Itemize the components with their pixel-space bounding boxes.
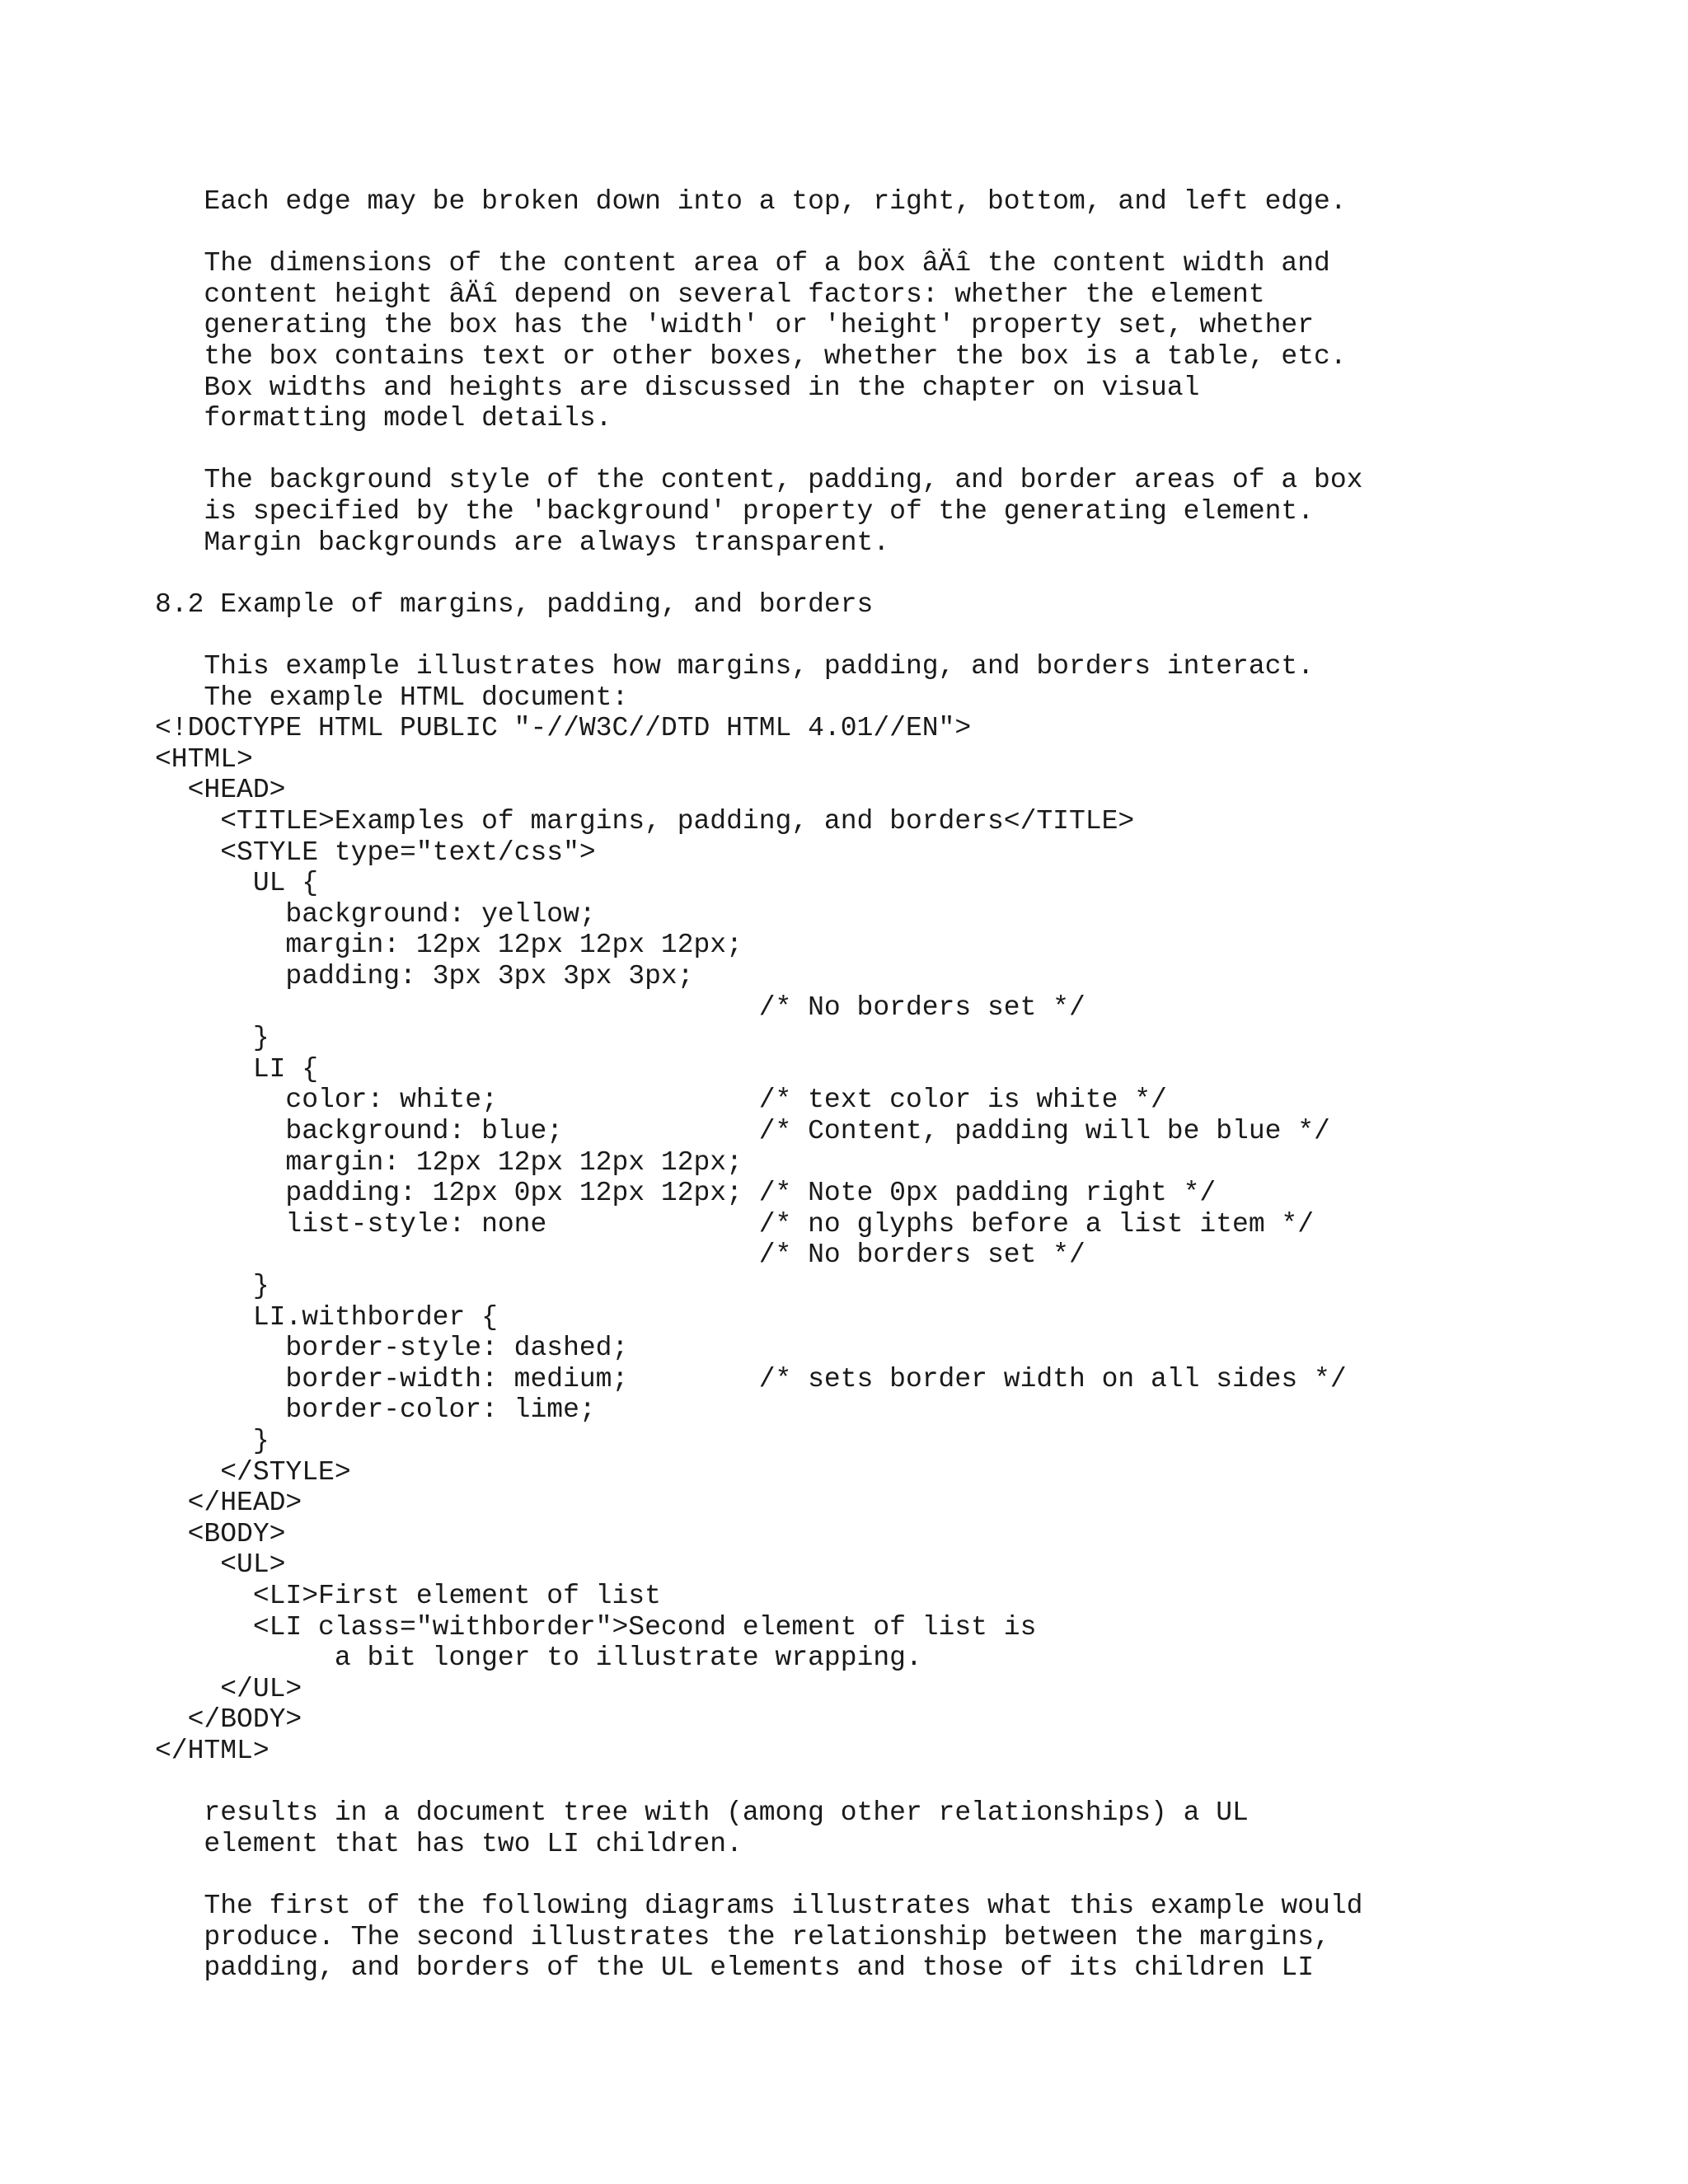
document-line: generating the box has the 'width' or 'height' property set, whether — [155, 310, 1315, 341]
document-line: border-style: dashed; — [155, 1333, 629, 1364]
document-line: <UL> — [155, 1549, 286, 1581]
document-line: This example illustrates how margins, padding, and borders interact. — [155, 651, 1315, 682]
document-line: <TITLE>Examples of margins, padding, and borders</TITLE> — [155, 806, 1135, 837]
document-line: UL { — [155, 868, 319, 899]
document-line: <HTML> — [155, 743, 253, 775]
document-line: padding: 12px 0px 12px 12px; /* Note 0px padding right */ — [155, 1178, 1217, 1209]
document-line: is specified by the 'background' property of the generating element. — [155, 496, 1315, 527]
document-line: The example HTML document: — [155, 682, 629, 713]
document-line: Box widths and heights are discussed in the chapter on visual — [155, 372, 1200, 403]
document-line: <STYLE type="text/css"> — [155, 837, 596, 868]
document-line: <!DOCTYPE HTML PUBLIC "-//W3C//DTD HTML 4.01//EN"> — [155, 713, 972, 744]
document-line: produce. The second illustrates the relationship between the margins, — [155, 1921, 1330, 1952]
document-line: The dimensions of the content area of a box âÄî the content width and — [155, 248, 1330, 279]
document-line: results in a document tree with (among other relationships) a UL — [155, 1797, 1249, 1829]
document-line: </STYLE> — [155, 1456, 351, 1488]
document-line: /* No borders set */ — [155, 1240, 1085, 1271]
document-line: LI { — [155, 1053, 319, 1085]
document-line: } — [155, 1426, 270, 1456]
document-line: The first of the following diagrams illustrates what this example would — [155, 1891, 1363, 1921]
document-line: LI.withborder { — [155, 1301, 498, 1333]
document-line: background: blue; /* Content, padding will be blue */ — [155, 1116, 1330, 1146]
document-line: margin: 12px 12px 12px 12px; — [155, 1146, 743, 1178]
document-line: padding: 3px 3px 3px 3px; — [155, 961, 694, 991]
document-line: element that has two LI children. — [155, 1828, 743, 1859]
document-line: <HEAD> — [155, 775, 286, 806]
document-line: </HTML> — [155, 1736, 270, 1766]
document-line: </BODY> — [155, 1704, 302, 1736]
document-line: 8.2 Example of margins, padding, and borders — [155, 588, 874, 620]
document-line: The background style of the content, padding, and border areas of a box — [155, 465, 1363, 496]
document-line: the box contains text or other boxes, whether the box is a table, etc. — [155, 341, 1347, 372]
document-line: } — [155, 1023, 270, 1054]
document-line: border-width: medium; /* sets border width on all sides */ — [155, 1363, 1347, 1394]
document-line: /* No borders set */ — [155, 991, 1085, 1023]
document-line: border-color: lime; — [155, 1394, 596, 1426]
document-line: formatting model details. — [155, 403, 612, 434]
document-line: </HEAD> — [155, 1488, 302, 1519]
document-line: content height âÄî depend on several factors: whether the element — [155, 279, 1265, 310]
document-line: color: white; /* text color is white */ — [155, 1085, 1167, 1116]
document-line: } — [155, 1271, 270, 1301]
document-line: list-style: none /* no glyphs before a list item */ — [155, 1208, 1315, 1240]
document-line: a bit longer to illustrate wrapping. — [155, 1643, 922, 1674]
document-line: </UL> — [155, 1673, 302, 1704]
document-line: Margin backgrounds are always transparent. — [155, 527, 890, 558]
document-line: Each edge may be broken down into a top, right, bottom, and left edge. — [155, 186, 1347, 217]
document-line: <BODY> — [155, 1518, 286, 1549]
document-line: <LI>First element of list — [155, 1581, 661, 1611]
document-line: <LI class="withborder">Second element of list is — [155, 1611, 1037, 1643]
document-line: background: yellow; — [155, 898, 596, 930]
document-line: padding, and borders of the UL elements and those of its children LI — [155, 1952, 1315, 1984]
document-line: margin: 12px 12px 12px 12px; — [155, 930, 743, 961]
